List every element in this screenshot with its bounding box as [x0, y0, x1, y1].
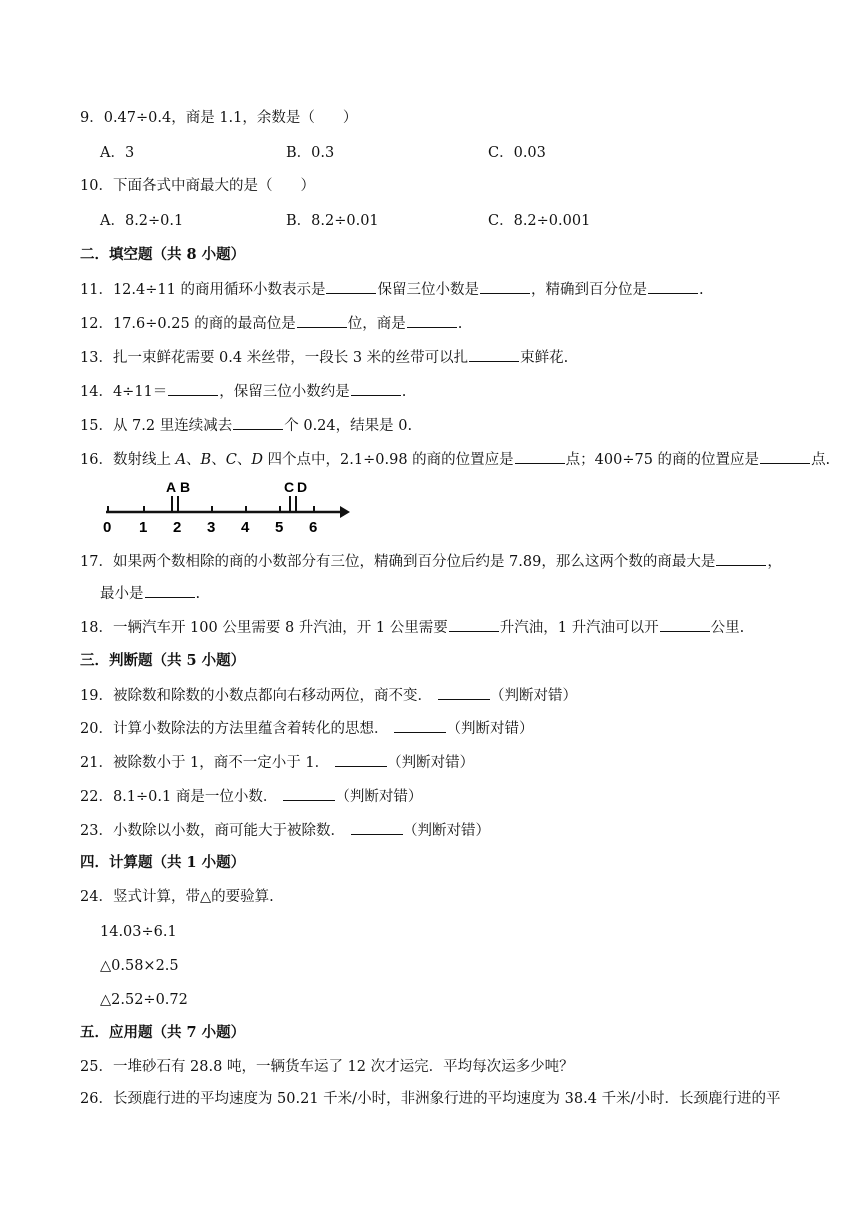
question-18: 18．一辆汽车开 100 公里需要 8 升汽油，开 1 公里需要 升汽油，1 升汽油可以开 公里.: [80, 617, 800, 638]
calc-item: 14.03÷6.1: [100, 924, 177, 940]
question-24: 24．竖式计算，带△的要验算.: [80, 889, 274, 905]
answer-blank[interactable]: [283, 786, 335, 801]
question-17: 17．如果两个数相除的商的小数部分有三位，精确到百分位后约是 7.89，那么这两个数的商最大是 ，: [80, 551, 800, 572]
answer-blank[interactable]: [480, 279, 530, 294]
tick-label: 1: [139, 519, 148, 536]
question-11: 11．12.4÷11 的商用循环小数表示是 保留三位小数是 ，精确到百分位是 .: [80, 279, 800, 300]
question-9-option-b: B．0.3: [286, 145, 335, 161]
question-14: 14．4÷11＝ ，保留三位小数约是 .: [80, 381, 800, 402]
answer-blank[interactable]: [515, 449, 565, 464]
tick-label: 0: [103, 519, 112, 536]
number-line-figure: [100, 476, 352, 538]
section-heading-fill-in: 二．填空题（共 8 小题）: [80, 246, 246, 263]
tick-label: 4: [241, 519, 250, 536]
question-10-option-c: C．8.2÷0.001: [488, 213, 591, 229]
answer-blank[interactable]: [145, 583, 195, 598]
point-label-c: C: [284, 479, 295, 495]
question-9-option-a: A．3: [100, 145, 135, 161]
question-16: 16．数射线上 A、B、C、D 四个点中，2.1÷0.98 的商的位置应是 点；400÷75 的商的位置应是 点.: [80, 449, 800, 470]
question-25: 25．一堆砂石有 28.8 吨，一辆货车运了 12 次才运完．平均每次运多少吨？: [80, 1059, 574, 1075]
tick-label: 2: [173, 519, 182, 536]
point-label-d: D: [297, 479, 308, 495]
point-label-a: A: [166, 479, 177, 495]
answer-blank[interactable]: [351, 820, 403, 835]
section-heading-judgement: 三．判断题（共 5 小题）: [80, 652, 246, 669]
answer-blank[interactable]: [326, 279, 376, 294]
answer-blank[interactable]: [469, 347, 519, 362]
point-marks: [172, 496, 296, 512]
question-20: 20．计算小数除法的方法里蕴含着转化的思想． （判断对错）: [80, 718, 800, 739]
question-23: 23．小数除以小数，商可能大于被除数． （判断对错）: [80, 820, 800, 841]
tick-label: 6: [309, 519, 318, 536]
question-15: 15．从 7.2 里连续减去 个 0.24，结果是 0.: [80, 415, 800, 436]
question-10-stem: 10．下面各式中商最大的是（: [80, 178, 273, 194]
answer-blank[interactable]: [335, 752, 387, 767]
answer-blank[interactable]: [407, 313, 457, 328]
point-label-b: B: [180, 479, 191, 495]
answer-blank[interactable]: [351, 381, 401, 396]
question-19: 19．被除数和除数的小数点都向右移动两位，商不变． （判断对错）: [80, 685, 800, 706]
section-heading-calculation: 四．计算题（共 1 小题）: [80, 854, 246, 871]
answer-blank[interactable]: [233, 415, 283, 430]
question-21: 21．被除数小于 1，商不一定小于 1． （判断对错）: [80, 752, 800, 773]
answer-blank[interactable]: [394, 718, 446, 733]
answer-blank[interactable]: [168, 381, 218, 396]
question-10-option-a: A．8.2÷0.1: [100, 213, 184, 229]
calc-item: △2.52÷0.72: [100, 992, 188, 1008]
answer-blank[interactable]: [716, 551, 766, 566]
question-17-continued: 最小是 .: [100, 583, 800, 604]
answer-blank[interactable]: [438, 685, 490, 700]
question-22: 22．8.1÷0.1 商是一位小数． （判断对错）: [80, 786, 800, 807]
tick-label: 3: [207, 519, 216, 536]
question-9-option-c: C．0.03: [488, 145, 546, 161]
calc-item: △0.58×2.5: [100, 958, 179, 974]
question-9: 9．0.47÷0.4，商是 1.1，余数是（ ）: [80, 110, 358, 126]
tick-label: 5: [275, 519, 284, 536]
question-13: 13．扎一束鲜花需要 0.4 米丝带，一段长 3 米的丝带可以扎 束鲜花.: [80, 347, 800, 368]
question-9-stem: 9．0.47÷0.4，商是 1.1，余数是（: [80, 110, 315, 126]
question-10-option-b: B．8.2÷0.01: [286, 213, 379, 229]
answer-blank[interactable]: [449, 617, 499, 632]
arrow-head-icon: [340, 506, 350, 518]
answer-blank[interactable]: [648, 279, 698, 294]
question-26: 26．长颈鹿行进的平均速度为 50.21 千米/小时，非洲象行进的平均速度为 38.4 千米/小时．长颈鹿行进的平: [80, 1091, 781, 1107]
question-12: 12．17.6÷0.25 的商的最高位是 位，商是 .: [80, 313, 800, 334]
section-heading-application: 五．应用题（共 7 小题）: [80, 1024, 246, 1041]
answer-blank[interactable]: [660, 617, 710, 632]
question-10: 10．下面各式中商最大的是（ ）: [80, 178, 315, 194]
answer-blank[interactable]: [760, 449, 810, 464]
answer-blank[interactable]: [297, 313, 347, 328]
